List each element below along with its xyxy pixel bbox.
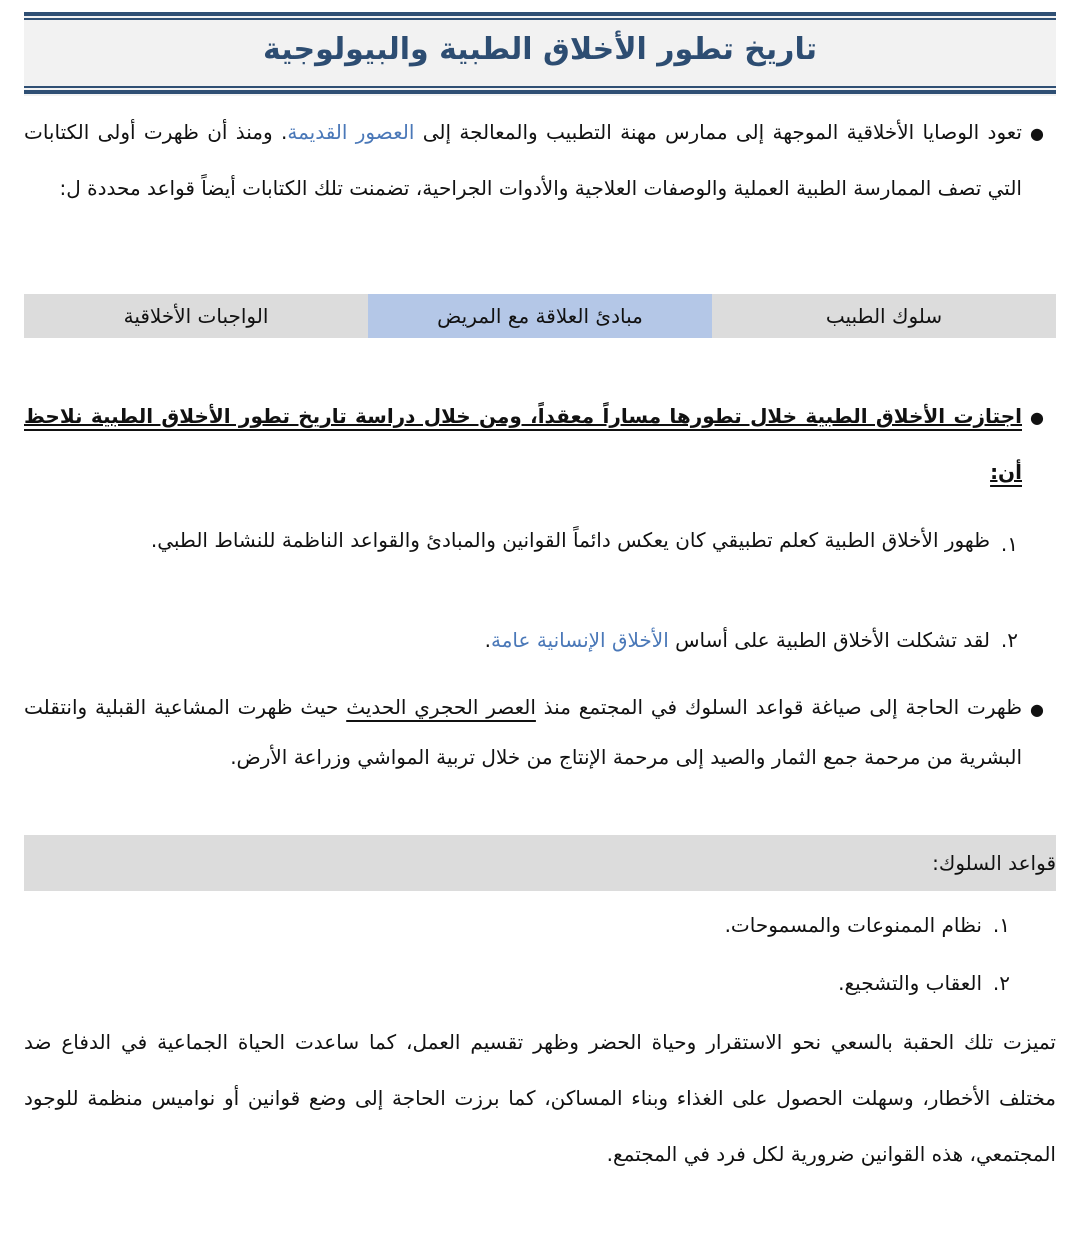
text: تعود الوصايا الأخلاقية الموجهة إلى ممارس مهنة التطبيب والمعالجة إلى [414,120,1022,144]
list-number: ١. [992,913,1010,937]
table-cell: الواجبات الأخلاقية [24,294,368,338]
paragraph-conclusion: تميزت تلك الحقبة بالسعي نحو الاستقرار وحياة الحضر وظهر تقسيم العمل، كما ساعدت الحياة الجماعية في الدفاع ضد مختلف الأخطار، وسهلت الحصول على الغذاء وبناء المساكن، كما برزت الحاجة إلى وضع قوانين أو نواميس منظمة للوجود المجتمعي، هذه القوانين ضرورية لكل فرد في المجتمع. [24,1030,1056,1166]
paragraph-bold [24,388,1022,500]
bullet-icon: ● [1030,408,1044,427]
table-cell: سلوك الطبيب [712,294,1056,338]
rules-heading: قواعد السلوك: [932,851,1056,875]
text: ظهرت الحاجة إلى صياغة قواعد السلوك في المجتمع منذ [535,695,1022,719]
text: اجتازت الأخلاق الطبية خلال تطورها مساراً معقداً، ومن خلال دراسة تاريخ تطور الأخلاق الطبية نلاحظ أن: [24,404,1022,484]
list-item: ظهور الأخلاق الطبية كعلم تطبيقي كان يعكس دائماً القوانين والمبادئ والقواعد الناظمة للنشاط الطبي. [150,528,990,552]
text: لقد تشكلت الأخلاق الطبية على أساس [668,628,990,652]
rules-heading-box [24,835,1056,891]
paragraph-intro [24,104,1022,216]
divider [24,86,1056,88]
divider [24,18,1056,20]
divider [24,90,1056,94]
list-item [24,612,990,668]
text: . ومنذ أن ظهرت أولى الكتابات التي تصف الممارسة الطبية العملية والوصفات العلاجية والأدوات الجراحية، تضمنت تلك الكتابات أيضاً قواعد محددة ل: [24,120,1022,200]
text: . [484,628,491,652]
list-number: ٢. [992,971,1010,995]
paragraph-history [24,682,1022,782]
bullet-icon: ● [1030,700,1044,719]
topics-table [24,294,1056,338]
underlined-text: العصر الحجري الحديث [346,695,536,719]
page-title: تاريخ تطور الأخلاق الطبية والبيولوجية [263,32,817,67]
highlight-text: العصور القديمة [287,120,415,144]
table-cell: مبادئ العلاقة مع المريض [368,294,712,338]
bullet-icon: ● [1030,124,1044,143]
list-item: العقاب والتشجيع. [838,971,982,995]
text: حيث ظهرت المشاعية القبلية وانتقلت البشرية من مرحمة جمع الثمار والصيد إلى مرحمة الإنتاج من خلال تربية المواشي وزراعة الأرض. [24,695,1022,769]
divider [24,12,1056,16]
list-number: ٢. [1000,628,1018,652]
title-banner [24,12,1056,96]
highlight-text: الأخلاق الإنسانية عامة [491,628,669,652]
list-item: نظام الممنوعات والمسموحات. [724,913,982,937]
list-number: ١. [1000,532,1018,556]
